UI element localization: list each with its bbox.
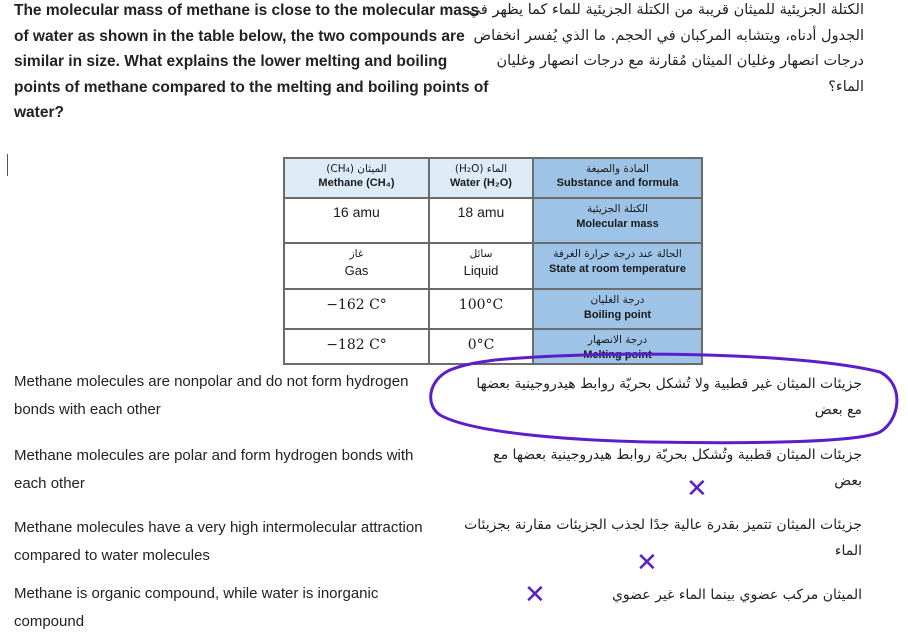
header-substance: المادة والصيغة Substance and formula	[533, 158, 702, 198]
option-4-arabic[interactable]: الميثان مركب عضوي بينما الماء غير عضوي	[611, 587, 862, 603]
cell-methane-state: غاز Gas	[284, 243, 429, 289]
option-4-x-mark: ✕	[524, 580, 546, 610]
table-row	[284, 243, 702, 289]
header-water: الماء (H₂O) Water (H₂O)	[429, 158, 533, 198]
row-label-boiling: درجة الغليان Boiling point	[533, 289, 702, 329]
row-label-state: الحالة عند درجة حرارة الغرفة State at room temperature	[533, 243, 702, 289]
table-header-row	[284, 158, 702, 198]
option-2-arabic[interactable]: جزيئات الميثان قطبية وتُشكل بحريّة روابط هيدروجينية بعضها مع بعض	[493, 447, 862, 489]
option-2-x-mark: ✕	[686, 474, 708, 504]
option-4-english[interactable]: Methane is organic compound, while water is inorganic compound	[14, 585, 379, 630]
option-1-arabic[interactable]: جزيئات الميثان غير قطبية ولا تُشكل بحريّة روابط هيدروجينية بعضها مع بعض	[476, 376, 862, 418]
option-3-arabic[interactable]: جزيئات الميثان تتميز بقدرة عالية جدًا لجذب الجزيئات مقارنة بجزيئات الماء	[464, 517, 862, 559]
question-english: The molecular mass of methane is close to the molecular mass of water as shown in the table below, the two compounds are similar in size. What explains the lower melting and boiling points of methane compared to the melting and boiling points of water?	[14, 2, 489, 121]
table-row	[284, 329, 702, 364]
cell-methane-melting: −182 C°	[284, 329, 429, 364]
option-2-english[interactable]: Methane molecules are polar and form hydrogen bonds with each other	[14, 447, 414, 492]
question-arabic: الكتلة الجزيئية للميثان قريبة من الكتلة الجزيئية للماء كما يظهر في الجدول أدناه، ويتشابه المركبان في الحجم. ما الذي يُفسر انخفاض درجات انصهار وغليان الميثان مُقارنة مع درجات انصهار وغليان الماء؟	[468, 2, 864, 95]
cell-water-boiling: 100°C	[429, 289, 533, 329]
table-row	[284, 198, 702, 243]
cell-methane-mass: 16 amu	[284, 198, 429, 243]
table-row	[284, 289, 702, 329]
row-label-melting: درجة الانصهار Melting point	[533, 329, 702, 364]
row-label-mass: الكتلة الجزيئية Molecular mass	[533, 198, 702, 243]
cell-water-mass: 18 amu	[429, 198, 533, 243]
cell-water-state: سائل Liquid	[429, 243, 533, 289]
header-methane: الميثان (CH₄) Methane (CH₄)	[284, 158, 429, 198]
option-3-english[interactable]: Methane molecules have a very high intermolecular attraction compared to water molecules	[14, 519, 423, 564]
cell-water-melting: 0°C	[429, 329, 533, 364]
cell-methane-boiling: −162 C°	[284, 289, 429, 329]
text-cursor	[7, 154, 8, 176]
option-1-english[interactable]: Methane molecules are nonpolar and do not form hydrogen bonds with each other	[14, 373, 409, 418]
option-3-x-mark: ✕	[636, 548, 658, 578]
comparison-table	[283, 157, 703, 365]
